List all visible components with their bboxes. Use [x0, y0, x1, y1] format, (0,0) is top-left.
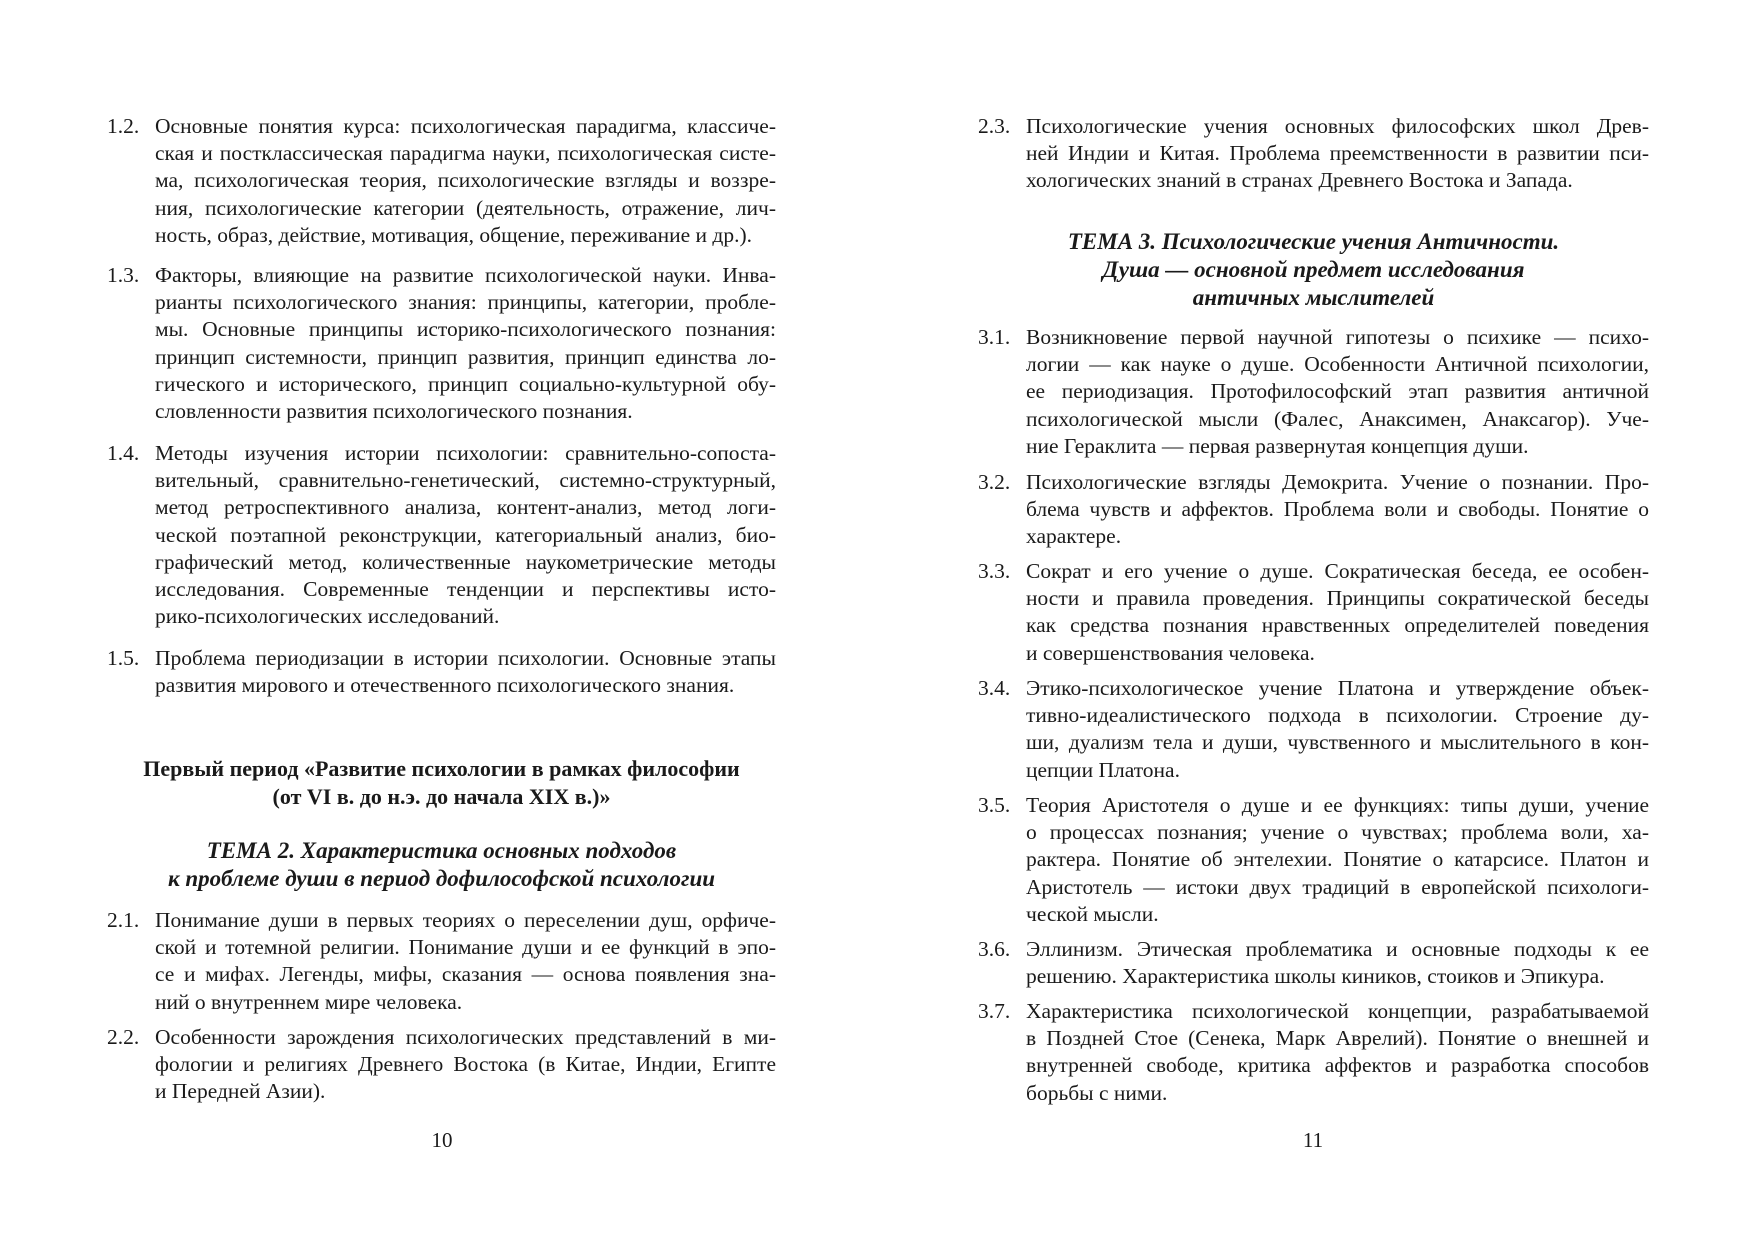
text-line: Проблема периодизации в истории психологии. Основные этапы	[155, 646, 776, 670]
text-line: хологических знаний в странах Древнего Востока и Запада.	[1026, 168, 1573, 193]
text-line: мы. Основные принципы историко-психологического познания:	[155, 317, 776, 342]
text-line: блема чувств и аффектов. Проблема воли и свободы. Понятие о	[1026, 497, 1649, 522]
item-text	[155, 113, 776, 249]
text-line: Этико-психологическое учение Платона и утверждение объек-	[1026, 676, 1649, 700]
text-line: Психологические учения основных философских школ Древ-	[1026, 114, 1649, 138]
item-number: 3.1.	[978, 325, 1011, 349]
item-text	[155, 262, 776, 425]
item-text	[1026, 113, 1649, 195]
item-number: 3.5.	[978, 793, 1011, 817]
text-line: исследования. Современные тенденции и перспективы исто-	[155, 577, 776, 602]
text-line: Аристотель — истоки двух традиций в европейской психологи-	[1026, 874, 1649, 899]
item-text	[1026, 936, 1649, 990]
text-line: ская и постклассическая парадигма науки, психологическая систе-	[155, 141, 776, 166]
item-number: 1.3.	[107, 263, 140, 287]
text-line: принцип системности, принцип развития, принцип единства ло-	[155, 344, 776, 369]
text-line: ма, психологическая теория, психологические взгляды и воззре-	[155, 168, 776, 193]
heading-line: к проблеме души в период дофилософской психологии	[167, 866, 716, 891]
text-line: психологической мысли (Фалес, Анаксимен, Анаксагор). Уче-	[1026, 406, 1649, 431]
heading-line: ТЕМА 2. Характеристика основных подходов	[206, 838, 677, 863]
item-text	[1026, 469, 1649, 551]
right-page	[875, 0, 1749, 1241]
text-line: вительный, сравнительно-генетический, системно-структурный,	[155, 468, 776, 493]
text-line: графический метод, количественные наукометрические методы	[155, 549, 776, 574]
text-line: ской и тотемной религии. Понимание души и ее функций в эпо-	[155, 935, 776, 960]
text-line: рико-психологических исследований.	[155, 604, 500, 629]
text-line: Понимание души в первых теориях о переселении душ, орфиче-	[155, 908, 776, 932]
text-line: ние Гераклита — первая развернутая концепция души.	[1026, 433, 1529, 458]
text-line: характере.	[1026, 524, 1122, 549]
item-text	[1026, 558, 1649, 667]
topic-heading	[107, 837, 776, 893]
item-text	[1026, 324, 1649, 460]
text-line: рианты психологического знания: принципы, категории, пробле-	[155, 290, 776, 315]
item-number: 2.2.	[107, 1025, 140, 1049]
item-text	[155, 1024, 776, 1106]
text-line: в Поздней Стое (Сенека, Марк Аврелий). Понятие о внешней и	[1026, 1026, 1649, 1051]
item-text	[155, 440, 776, 630]
text-line: и Передней Азии).	[155, 1079, 326, 1104]
heading-line: античных мыслителей	[1192, 285, 1435, 310]
item-number: 3.6.	[978, 937, 1011, 961]
text-line: фологии и религиях Древнего Востока (в Китае, Индии, Египте	[155, 1052, 776, 1077]
text-line: ши, дуализм тела и души, чувственного и мыслительного в кон-	[1026, 730, 1649, 755]
text-line: се и мифах. Легенды, мифы, сказания — основа появления зна-	[155, 962, 776, 987]
text-line: Эллинизм. Этическая проблематика и основные подходы к ее	[1026, 937, 1649, 961]
text-line: внутренней свободе, критика аффектов и разработка способов	[1026, 1053, 1649, 1078]
text-line: ность, образ, действие, мотивация, общение, переживание и др.).	[155, 222, 753, 247]
text-line: Особенности зарождения психологических представлений в ми-	[155, 1025, 776, 1049]
text-line: Психологические взгляды Демокрита. Учение о познании. Про-	[1026, 470, 1649, 494]
text-line: цепции Платона.	[1026, 757, 1180, 782]
text-line: решению. Характеристика школы киников, стоиков и Эпикура.	[1026, 964, 1605, 989]
item-number: 1.4.	[107, 441, 140, 465]
left-page	[0, 0, 874, 1241]
text-line: развития мирового и отечественного психологического знания.	[155, 673, 735, 698]
period-heading	[107, 755, 776, 811]
text-line: тивно-идеалистического подхода в психологии. Строение ду-	[1026, 703, 1649, 728]
text-line: ее периодизация. Протофилософский этап развития античной	[1026, 379, 1649, 404]
text-line: Теория Аристотеля о душе и ее функциях: типы души, учение	[1026, 793, 1649, 817]
item-number: 3.2.	[978, 470, 1011, 494]
text-line: ния, психологические категории (деятельность, отражение, лич-	[155, 195, 776, 220]
text-line: ности и правила проведения. Принципы сократической беседы	[1026, 586, 1649, 611]
text-line: ческой мысли.	[1026, 901, 1159, 926]
item-text	[1026, 792, 1649, 928]
text-line: словленности развития психологического познания.	[155, 399, 633, 424]
text-line: как средства познания нравственных определителей поведения	[1026, 613, 1649, 638]
heading-line: ТЕМА 3. Психологические учения Античности.	[1067, 229, 1560, 254]
item-number: 2.1.	[107, 908, 140, 932]
text-line: Характеристика психологической концепции, разрабатываемой	[1026, 999, 1649, 1023]
text-line: Методы изучения истории психологии: сравнительно-сопоста-	[155, 441, 776, 465]
heading-line: Первый период «Развитие психологии в рамках философии	[143, 756, 740, 781]
text-line: и совершенствования человека.	[1026, 640, 1315, 665]
heading-line: (от VI в. до н.э. до начала XIX в.)»	[272, 784, 611, 809]
text-line: ний о внутреннем мире человека.	[155, 989, 463, 1014]
page-number: 10	[431, 1128, 453, 1152]
item-text	[1026, 675, 1649, 784]
text-line: ческой поэтапной реконструкции, категориальный анализ, био-	[155, 522, 776, 547]
topic-heading	[978, 228, 1649, 312]
item-text	[155, 907, 776, 1016]
text-line: борьбы с ними.	[1026, 1080, 1168, 1105]
item-number: 1.2.	[107, 114, 140, 138]
text-line: ней Индии и Китая. Проблема преемственности в развитии пси-	[1026, 141, 1649, 166]
text-line: рактера. Понятие об энтелехии. Понятие о катарсисе. Платон и	[1026, 847, 1649, 872]
text-line: Возникновение первой научной гипотезы о психике — психо-	[1026, 325, 1649, 349]
text-line: метод ретроспективного анализа, контент-анализ, метод логи-	[155, 495, 776, 520]
item-number: 3.3.	[978, 559, 1011, 583]
text-line: о процессах познания; учение о чувствах; проблема воли, ха-	[1026, 820, 1649, 845]
text-line: Факторы, влияющие на развитие психологической науки. Инва-	[155, 263, 776, 287]
item-number: 1.5.	[107, 646, 140, 670]
item-text	[1026, 998, 1649, 1107]
text-line: логии — как науке о душе. Особенности Античной психологии,	[1026, 352, 1649, 377]
text-line: Сократ и его учение о душе. Сократическая беседа, ее особен-	[1026, 559, 1649, 583]
item-number: 3.4.	[978, 676, 1011, 700]
item-number: 3.7.	[978, 999, 1011, 1023]
item-text	[155, 645, 776, 699]
heading-line: Душа — основной предмет исследования	[1102, 257, 1525, 282]
text-line: Основные понятия курса: психологическая парадигма, классиче-	[155, 114, 776, 138]
item-number: 2.3.	[978, 114, 1011, 138]
text-line: гического и исторического, принцип социально-культурной обу-	[155, 371, 776, 396]
page-number: 11	[1302, 1128, 1324, 1152]
